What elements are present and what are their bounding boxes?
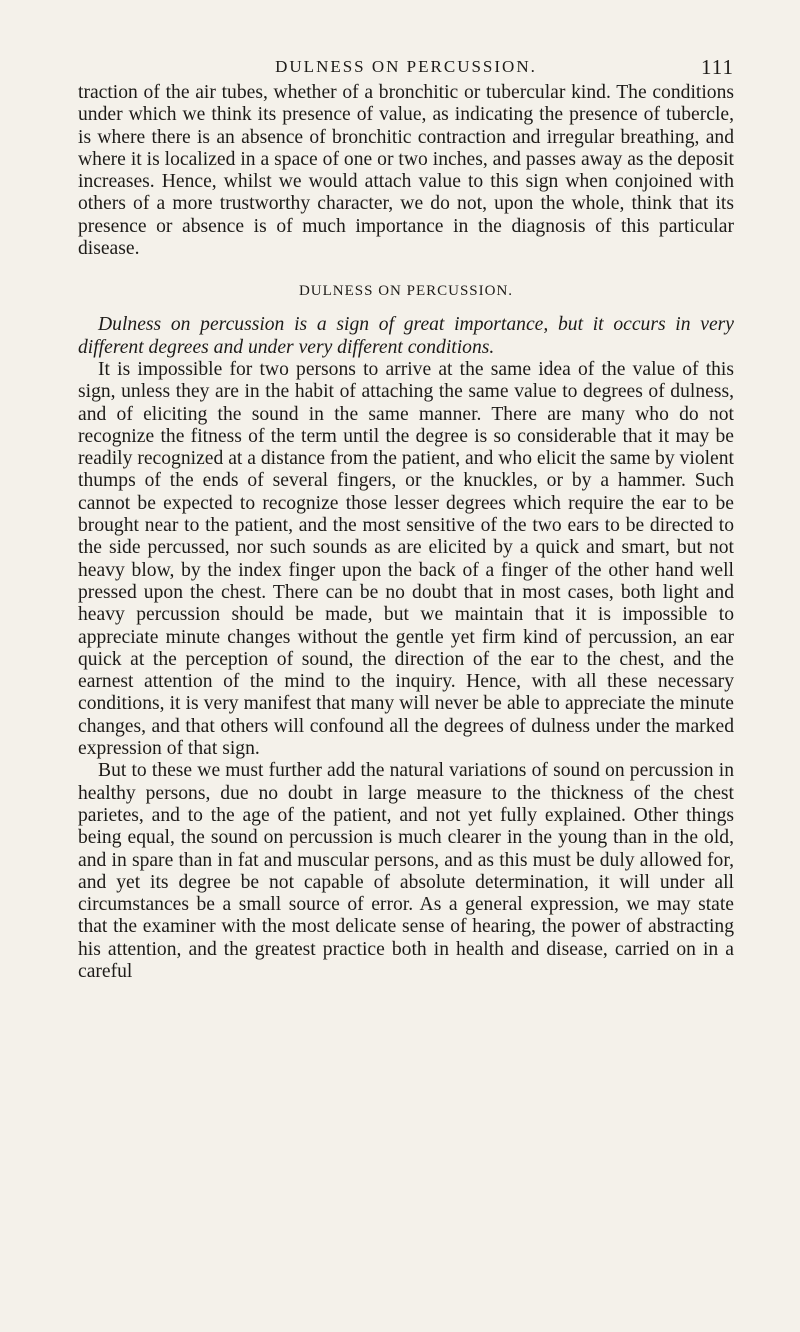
- italic-thesis-paragraph: Dulness on percussion is a sign of great importance, but it occurs in very different degrees and under very different conditions.: [78, 314, 734, 358]
- section-heading: DULNESS ON PERCUSSION.: [298, 283, 514, 300]
- paragraph-natural-variations: But to these we must further add the natural variations of sound on percussion in healthy persons, due no doubt in large measure to the thickness of the chest parietes, and to the age of the patient, and not yet fully explained. Other things being equal, the sound on percussion is much clearer in the young than in the old, and in spare than in fat and muscular persons, and as this must be duly allowed for, and yet its degree be not capable of absolute determination, it will under all circumstances be a small source of error. As a general expression, we may state that the examiner with the most delicate sense of hearing, the power of abstracting his attention, and the greatest practice both in health and disease, carried on in a careful: [78, 760, 734, 982]
- page-number: 111: [701, 55, 734, 79]
- body-text: [78, 82, 734, 983]
- paragraph-continuation: traction of the air tubes, whether of a bronchitic or tubercular kind. The conditions under which we think its presence of value, as indicating the presence of tubercle, is where there is an absence of bronchitic contraction and irregular breathing, and where it is localized in a space of one or two inches, and passes away as the deposit increases. Hence, whilst we would attach value to this sign when conjoined with others of a more trustworthy character, we do not, upon the whole, think that its presence or absence is of much importance in the diagnosis of this particular disease.: [78, 82, 734, 260]
- paragraph-percussion-method: It is impossible for two persons to arrive at the same idea of the value of this sign, unless they are in the habit of attaching the same value to degrees of dulness, and of eliciting the sound in the same manner. There are many who do not recognize the fitness of the term until the degree is so considerable that it may be readily recognized at a distance from the patient, and who elicit the same by violent thumps of the ends of several fingers, or the knuckles, or by a hammer. Such cannot be expected to recognize those lesser degrees which require the ear to be brought near to the patient, and the most sensitive of the two ears to be directed to the side percussed, nor such sounds as are elicited by a quick and smart, but not heavy blow, by the index finger upon the back of a finger of the other hand well pressed upon the chest. There can be no doubt that in most cases, both light and heavy percussion should be made, but we maintain that it is impossible to appreciate minute changes without the gentle yet firm kind of percussion, an ear quick at the perception of sound, the direction of the ear to the chest, and the earnest attention of the mind to the inquiry. Hence, with all these necessary conditions, it is very manifest that many will never be able to appreciate the minute changes, and that others will confound all the degrees of dulness under the marked expression of that sign.: [78, 358, 734, 760]
- running-head: [78, 52, 734, 82]
- book-page: [78, 52, 734, 983]
- running-title: DULNESS ON PERCUSSION.: [275, 57, 537, 76]
